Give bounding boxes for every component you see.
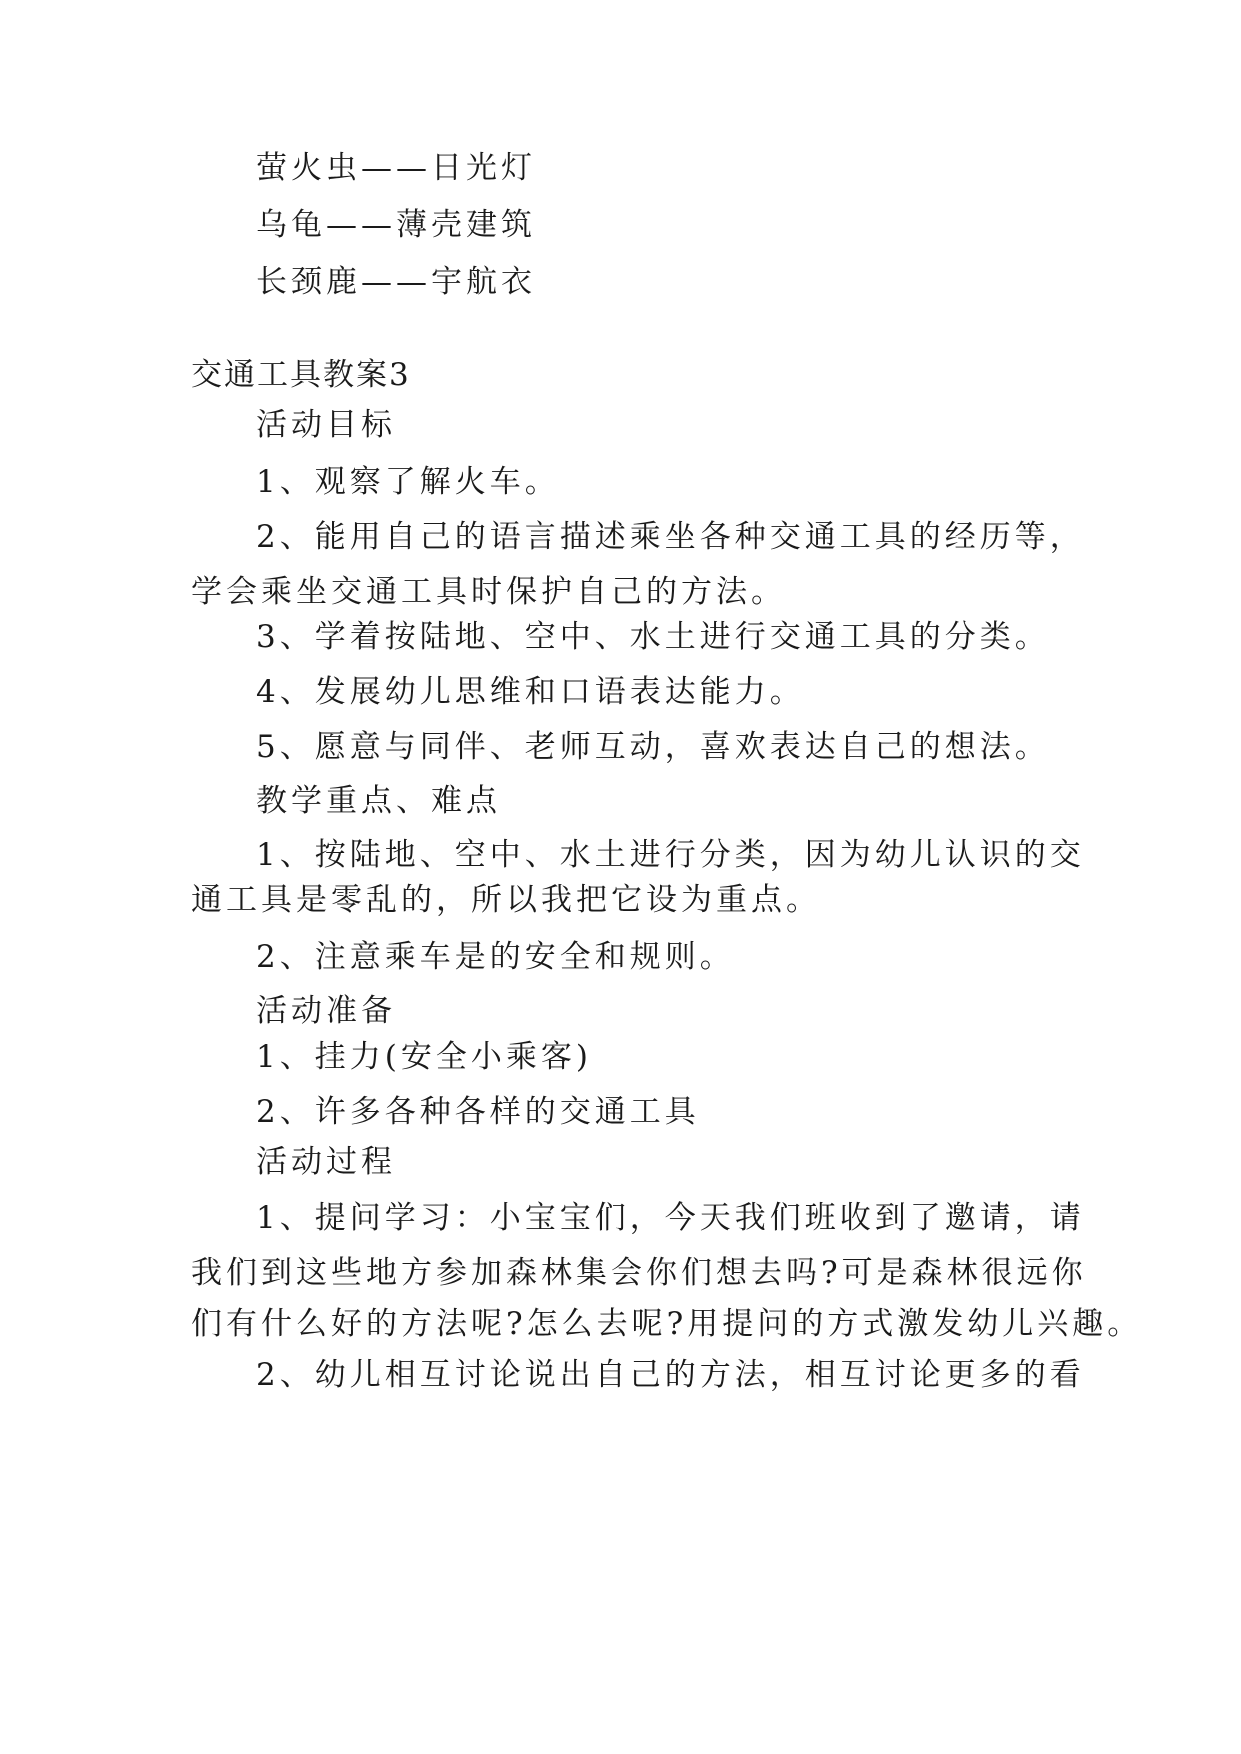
goals-heading: 活动目标 xyxy=(256,407,396,443)
preparation-item: 2、许多各种各样的交通工具 xyxy=(256,1094,700,1130)
goal-item: 2、能用自己的语言描述乘坐各种交通工具的经历等， xyxy=(256,519,1085,555)
goal-item: 5、愿意与同伴、老师互动，喜欢表达自己的想法。 xyxy=(256,729,1050,765)
process-item: 1、提问学习：小宝宝们，今天我们班收到了邀请，请 xyxy=(256,1200,1085,1236)
key-point-item: 1、按陆地、空中、水土进行分类，因为幼儿认识的交 xyxy=(256,837,1085,873)
preparation-item: 1、挂力(安全小乘客) xyxy=(256,1039,592,1075)
key-point-item: 2、注意乘车是的安全和规则。 xyxy=(256,939,735,975)
analogy-line-3: 长颈鹿——宇航衣 xyxy=(256,264,536,300)
section-title: 交通工具教案3 xyxy=(191,357,411,393)
process-item-continuation: 们有什么好的方法呢?怎么去呢?用提问的方式激发幼儿兴趣。 xyxy=(191,1306,1143,1342)
process-item-continuation: 我们到这些地方参加森林集会你们想去吗?可是森林很远你 xyxy=(191,1255,1087,1291)
goal-item-continuation: 学会乘坐交通工具时保护自己的方法。 xyxy=(191,574,786,610)
analogy-line-2: 乌龟——薄壳建筑 xyxy=(256,207,536,243)
preparation-heading: 活动准备 xyxy=(256,993,396,1029)
key-point-item-continuation: 通工具是零乱的，所以我把它设为重点。 xyxy=(191,882,821,918)
key-points-heading: 教学重点、难点 xyxy=(256,783,501,819)
process-item: 2、幼儿相互讨论说出自己的方法，相互讨论更多的看 xyxy=(256,1357,1085,1393)
goal-item: 3、学着按陆地、空中、水土进行交通工具的分类。 xyxy=(256,619,1050,655)
goal-item: 4、发展幼儿思维和口语表达能力。 xyxy=(256,674,805,710)
goal-item: 1、观察了解火车。 xyxy=(256,464,560,500)
process-heading: 活动过程 xyxy=(256,1144,396,1180)
analogy-line-1: 萤火虫——日光灯 xyxy=(256,150,536,186)
